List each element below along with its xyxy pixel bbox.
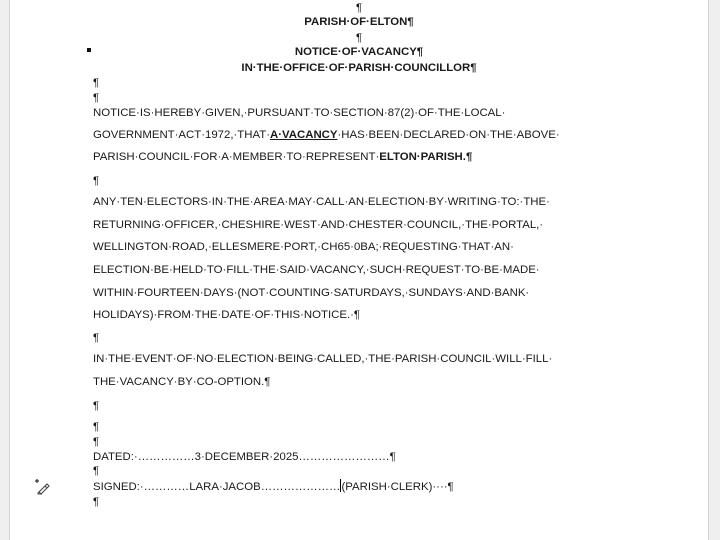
electors-line: WELLINGTON·ROAD,·ELLESMERE·PORT,·CH65·0BA;·REQUESTING·THAT·AN· — [93, 241, 514, 253]
paragraph-mark: ¶ — [93, 465, 100, 477]
paragraph-mark: ¶ — [93, 400, 100, 412]
paragraph-mark: ¶ — [355, 32, 363, 44]
electors-line: RETURNING·OFFICER,·CHESHIRE·WEST·AND·CHESTER·COUNCIL,·THE·PORTAL,· — [93, 219, 544, 231]
pen-sparkle-icon[interactable] — [33, 477, 51, 495]
cooption-line: THE·VACANCY·BY·CO-OPTION.¶ — [93, 376, 271, 388]
electors-line: WITHIN·FOURTEEN·DAYS·(NOT·COUNTING·SATURDAYS,·SUNDAYS·AND·BANK· — [93, 287, 530, 299]
notice-title: NOTICE·OF·VACANCY¶ — [294, 46, 424, 58]
paragraph-mark: ¶ — [93, 421, 100, 433]
text-run: ·HAS·BEEN·DECLARED·ON·THE·ABOVE· — [337, 129, 560, 141]
electors-line: HOLIDAYS)·FROM·THE·DATE·OF·THIS·NOTICE.·¶ — [93, 309, 361, 321]
paragraph-mark: ¶ — [93, 77, 100, 89]
paragraph-mark: ¶ — [93, 496, 100, 508]
office-subtitle: IN·THE·OFFICE·OF·PARISH·COUNCILLOR¶ — [241, 62, 477, 74]
parish-name-bold: ELTON·PARISH. — [379, 151, 466, 163]
paragraph-mark: ¶ — [93, 175, 100, 187]
paragraph-mark: ¶ — [93, 436, 100, 448]
electors-line: ELECTION·BE·HELD·TO·FILL·THE·SAID·VACANCY,·SUCH·REQUEST·TO·BE·MADE· — [93, 264, 540, 276]
notice-line — [93, 128, 560, 142]
text-run: PARISH·COUNCIL·FOR·A·MEMBER·TO·REPRESENT· — [93, 151, 380, 163]
paragraph-mark: ¶ — [465, 151, 473, 163]
dated-line: DATED:·……………3·DECEMBER·2025……………………¶ — [93, 451, 396, 463]
cooption-line: IN·THE·EVENT·OF·NO·ELECTION·BEING·CALLED,·THE·PARISH·COUNCIL·WILL·FILL· — [93, 353, 553, 365]
parish-title: PARISH·OF·ELTON¶ — [304, 16, 414, 28]
text-run: GOVERNMENT·ACT·1972,·THAT· — [93, 129, 270, 141]
electors-line: ANY·TEN·ELECTORS·IN·THE·AREA·MAY·CALL·AN·ELECTION·BY·WRITING·TO:·THE· — [93, 196, 550, 208]
paragraph-mark: ¶ — [93, 332, 100, 344]
vacancy-emphasis: A·VACANCY — [270, 129, 338, 141]
paragraph-mark: ¶ — [355, 2, 363, 14]
document-page[interactable] — [9, 0, 709, 540]
clerk-role: (PARISH·CLERK)····¶ — [341, 481, 454, 493]
signed-text: SIGNED:·…………LARA·JACOB………………… — [93, 481, 341, 493]
signed-line[interactable] — [93, 479, 454, 494]
notice-line — [93, 150, 472, 164]
notice-line: NOTICE·IS·HEREBY·GIVEN,·PURSUANT·TO·SECTION·87(2)·OF·THE·LOCAL· — [93, 107, 506, 119]
paragraph-mark: ¶ — [93, 92, 100, 104]
